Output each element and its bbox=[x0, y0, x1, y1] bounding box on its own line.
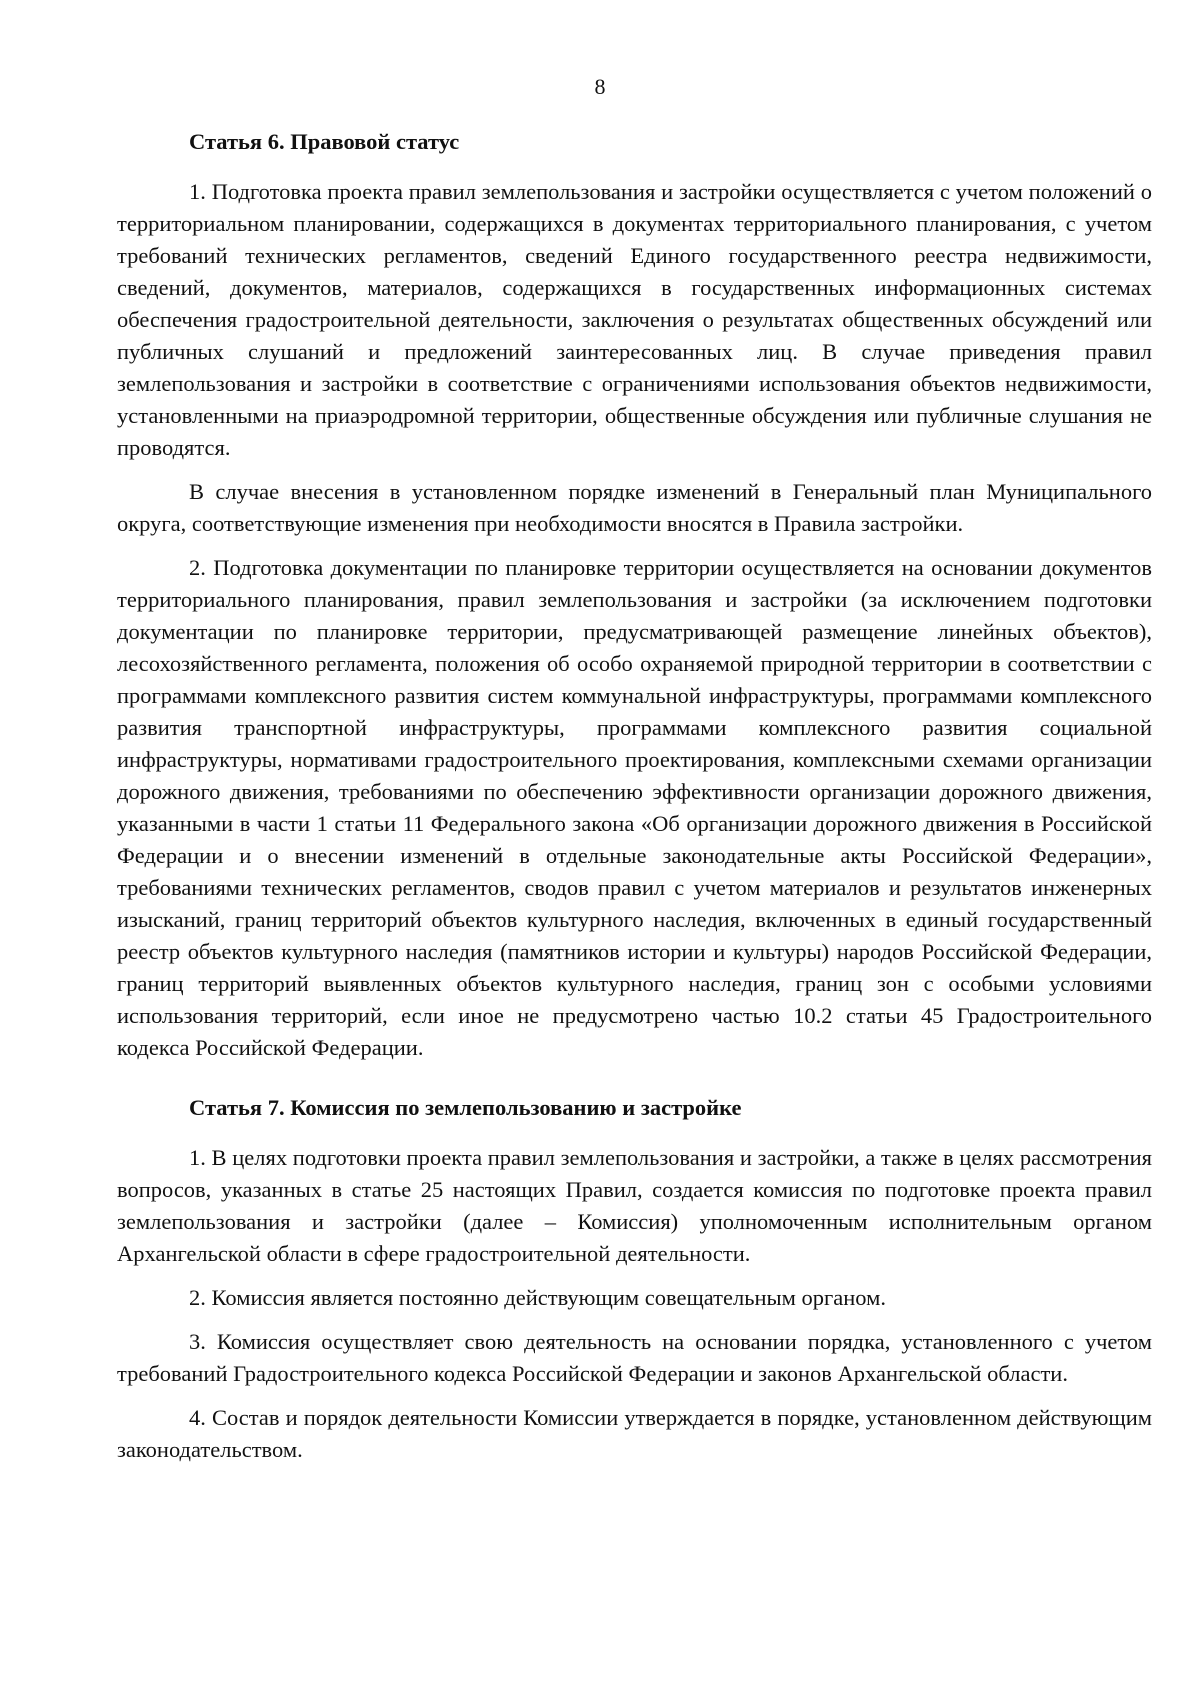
document-body bbox=[117, 126, 1152, 1478]
article-6-paragraph-2: В случае внесения в установленном порядке изменений в Генеральный план Муниципального округа, соответствующие изменения при необходимости вносятся в Правила застройки. bbox=[117, 479, 1152, 536]
article-6-paragraph-1: 1. Подготовка проекта правил землепользования и застройки осуществляется с учетом положений о территориальном планировании, содержащихся в документах территориального планирования, с учетом требований технических регламентов, сведений Единого государственного реестра недвижимости, сведений, документов, материалов, содержащихся в государственных информационных системах обеспечения градостроительной деятельности, заключения о результатах общественных обсуждений или публичных слушаний и предложений заинтересованных лиц. В случае приведения правил землепользования и застройки в соответствие с ограничениями использования объектов недвижимости, установленными на приаэродромной территории, общественные обсуждения или публичные слушания не проводятся. bbox=[117, 179, 1152, 460]
article-7-paragraph-4: 4. Состав и порядок деятельности Комиссии утверждается в порядке, установленном действующим законодательством. bbox=[117, 1405, 1152, 1462]
article-6-heading: Статья 6. Правовой статус bbox=[189, 129, 460, 154]
article-7-paragraph-2: 2. Комиссия является постоянно действующим совещательным органом. bbox=[189, 1285, 886, 1310]
article-6-paragraph-3: 2. Подготовка документации по планировке территории осуществляется на основании документов территориального планирования, правил землепользования и застройки (за исключением подготовки документации по планировке территории, предусматривающей размещение линейных объектов), лесохозяйственного регламента, положения об особо охраняемой природной территории в соответствии с программами комплексного развития систем коммунальной инфраструктуры, программами комплексного развития транспортной инфраструктуры, программами комплексного развития социальной инфраструктуры, нормативами градостроительного проектирования, комплексными схемами организации дорожного движения, требованиями по обеспечению эффективности организации дорожного движения, указанными в части 1 статьи 11 Федерального закона «Об организации дорожного движения в Российской Федерации и о внесении изменений в отдельные законодательные акты Российской Федерации», требованиями технических регламентов, сводов правил с учетом материалов и результатов инженерных изысканий, границ территорий объектов культурного наследия, включенных в единый государственный реестр объектов культурного наследия (памятников истории и культуры) народов Российской Федерации, границ территорий выявленных объектов культурного наследия, границ зон с особыми условиями использования территорий, если иное не предусмотрено частью 10.2 статьи 45 Градостроительного кодекса Российской Федерации. bbox=[117, 555, 1152, 1060]
article-7-paragraph-1: 1. В целях подготовки проекта правил землепользования и застройки, а также в целях рассмотрения вопросов, указанных в статье 25 настоящих Правил, создается комиссия по подготовке проекта правил землепользования и застройки (далее – Комиссия) уполномоченным исполнительным органом Архангельской области в сфере градостроительной деятельности. bbox=[117, 1145, 1152, 1266]
article-7-paragraph-3: 3. Комиссия осуществляет свою деятельность на основании порядка, установленного с учетом требований Градостроительного кодекса Российской Федерации и законов Архангельской области. bbox=[117, 1329, 1152, 1386]
page-number: 8 bbox=[594, 74, 606, 99]
article-7-heading: Статья 7. Комиссия по землепользованию и застройке bbox=[189, 1095, 742, 1120]
